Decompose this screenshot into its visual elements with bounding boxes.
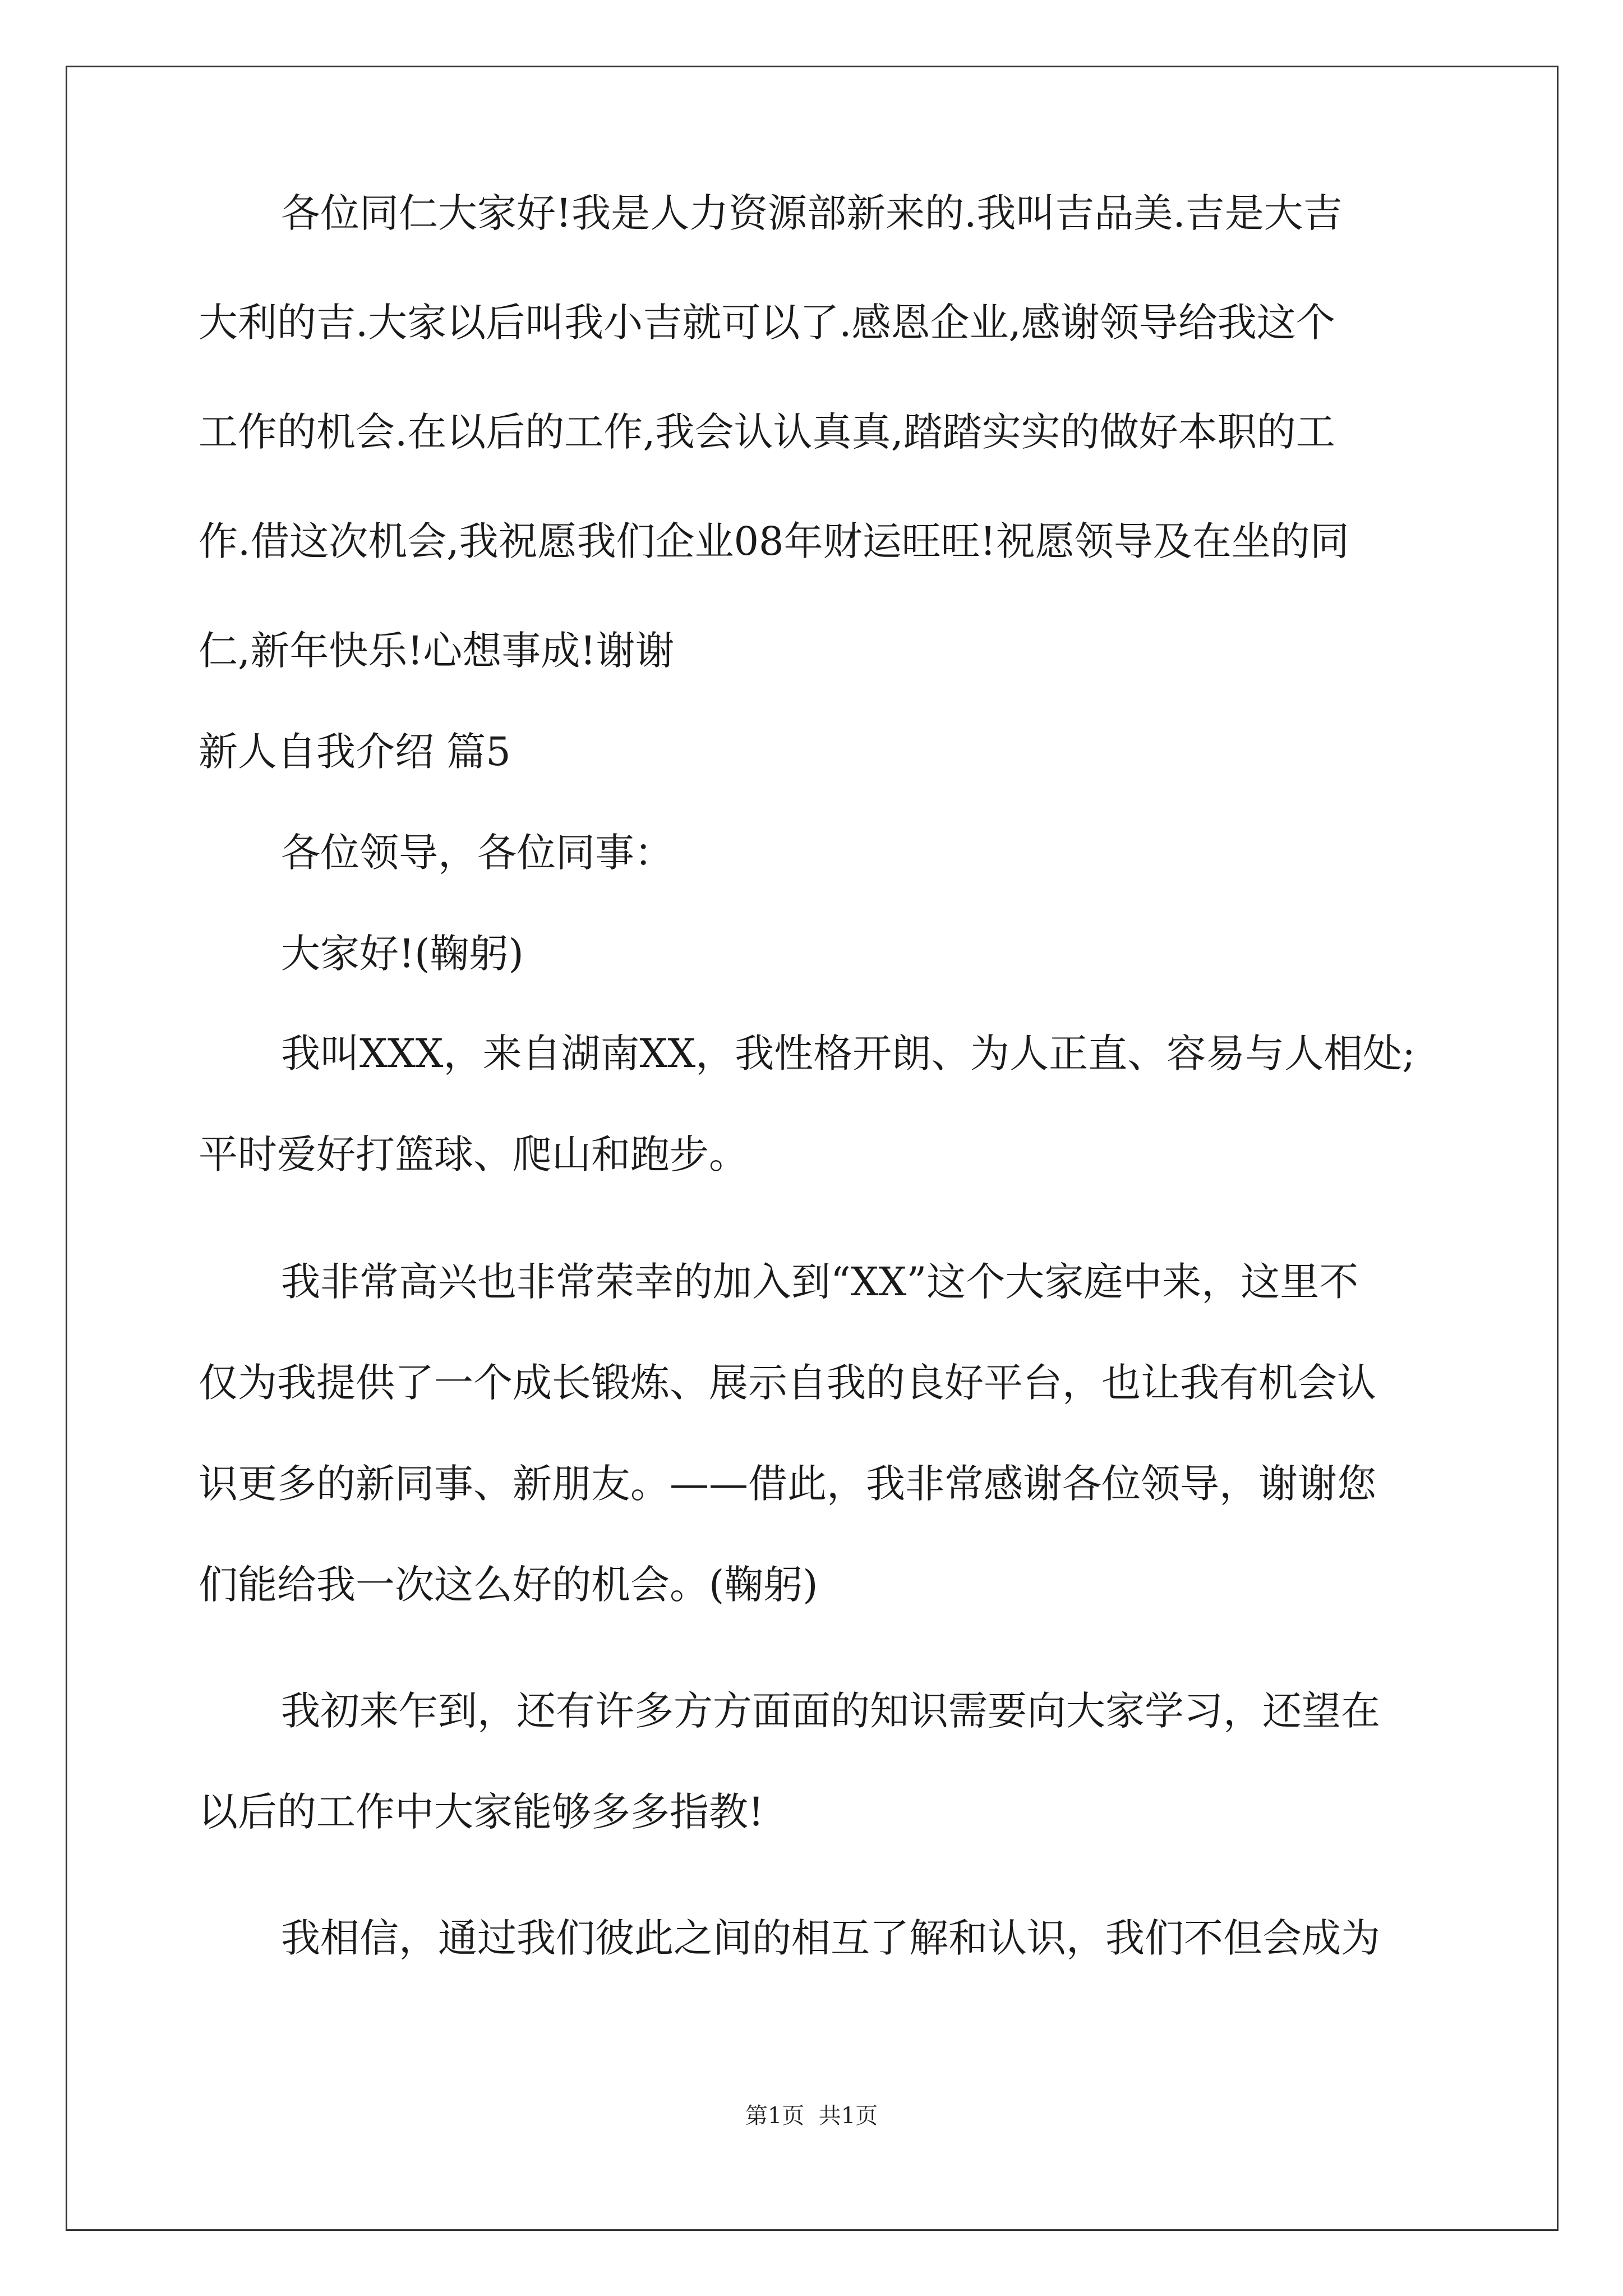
paragraph-1-line-5: 仁,新年快乐!心想事成!谢谢 <box>199 628 675 674</box>
paragraph-1-line-1: 各位同仁大家好!我是人力资源部新来的.我叫吉品美.吉是大吉 <box>281 190 1343 236</box>
section-heading: 新人自我介绍 篇5 <box>199 729 511 775</box>
paragraph-1-line-2: 大利的吉.大家以后叫我小吉就可以了.感恩企业,感谢领导给我这个 <box>199 300 1335 346</box>
page-number-footer: 第1页 共1页 <box>745 2103 878 2129</box>
paragraph-1-line-3: 工作的机会.在以后的工作,我会认认真真,踏踏实实的做好本职的工 <box>199 409 1335 455</box>
paragraph-1-line-4: 作.借这次机会,我祝愿我们企业08年财运旺旺!祝愿领导及在坐的同 <box>199 518 1349 564</box>
greeting: 各位领导，各位同事： <box>281 830 674 876</box>
paragraph-5-line-1: 我相信，通过我们彼此之间的相互了解和认识，我们不但会成为 <box>281 1915 1380 1961</box>
paragraph-3-line-2: 仅为我提供了一个成长锻炼、展示自我的良好平台，也让我有机会认 <box>199 1360 1376 1406</box>
paragraph-4-line-2: 以后的工作中大家能够多多指教! <box>199 1789 764 1835</box>
paragraph-2-line-1: 我叫XXX，来自湖南XX，我性格开朗、为人正直、容易与人相处; <box>281 1030 1415 1076</box>
paragraph-2-line-2: 平时爱好打篮球、爬山和跑步。 <box>199 1131 748 1177</box>
paragraph-3-line-3: 识更多的新同事、新朋友。——借此，我非常感谢各位领导，谢谢您 <box>199 1461 1376 1507</box>
paragraph-4-line-1: 我初来乍到，还有许多方方面面的知识需要向大家学习，还望在 <box>281 1688 1380 1734</box>
paragraph-3-line-4: 们能给我一次这么好的机会。(鞠躬) <box>199 1562 818 1608</box>
paragraph-3-line-1: 我非常高兴也非常荣幸的加入到“XX”这个大家庭中来，这里不 <box>281 1259 1359 1305</box>
hello-line: 大家好!(鞠躬) <box>281 931 524 977</box>
